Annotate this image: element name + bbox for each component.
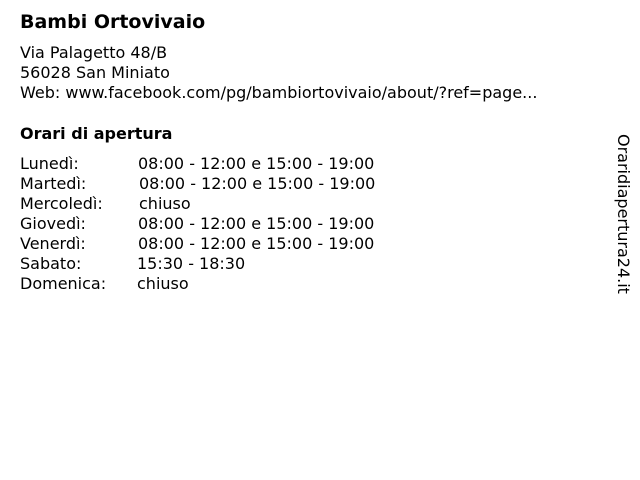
time-value: 08:00 - 12:00 e 15:00 - 19:00 [138,154,375,173]
business-name: Bambi Ortovivaio [20,11,206,33]
day-label: Martedì: [20,174,87,193]
time-value: chiuso [139,194,191,213]
time-value: 08:00 - 12:00 e 15:00 - 19:00 [138,214,375,233]
day-label: Giovedì: [20,214,86,233]
time-value: 15:30 - 18:30 [137,254,246,273]
day-label: Mercoledì: [20,194,103,213]
site-watermark: Oraridiapertura24.it [614,134,633,294]
website-link[interactable]: Web: www.facebook.com/pg/bambiortovivaio/about/?ref=page... [20,83,538,102]
opening-hours-title: Orari di apertura [20,124,173,143]
city-address: 56028 San Miniato [20,63,170,82]
day-label: Sabato: [20,254,82,273]
day-label: Domenica: [20,274,107,293]
day-label: Venerdì: [20,234,86,253]
business-address [20,43,537,103]
time-value: 08:00 - 12:00 e 15:00 - 19:00 [139,174,376,193]
time-value: chiuso [137,274,189,293]
time-value: 08:00 - 12:00 e 15:00 - 19:00 [138,234,375,253]
day-label: Lunedì: [20,154,79,173]
street-address: Via Palagetto 48/B [20,43,168,62]
